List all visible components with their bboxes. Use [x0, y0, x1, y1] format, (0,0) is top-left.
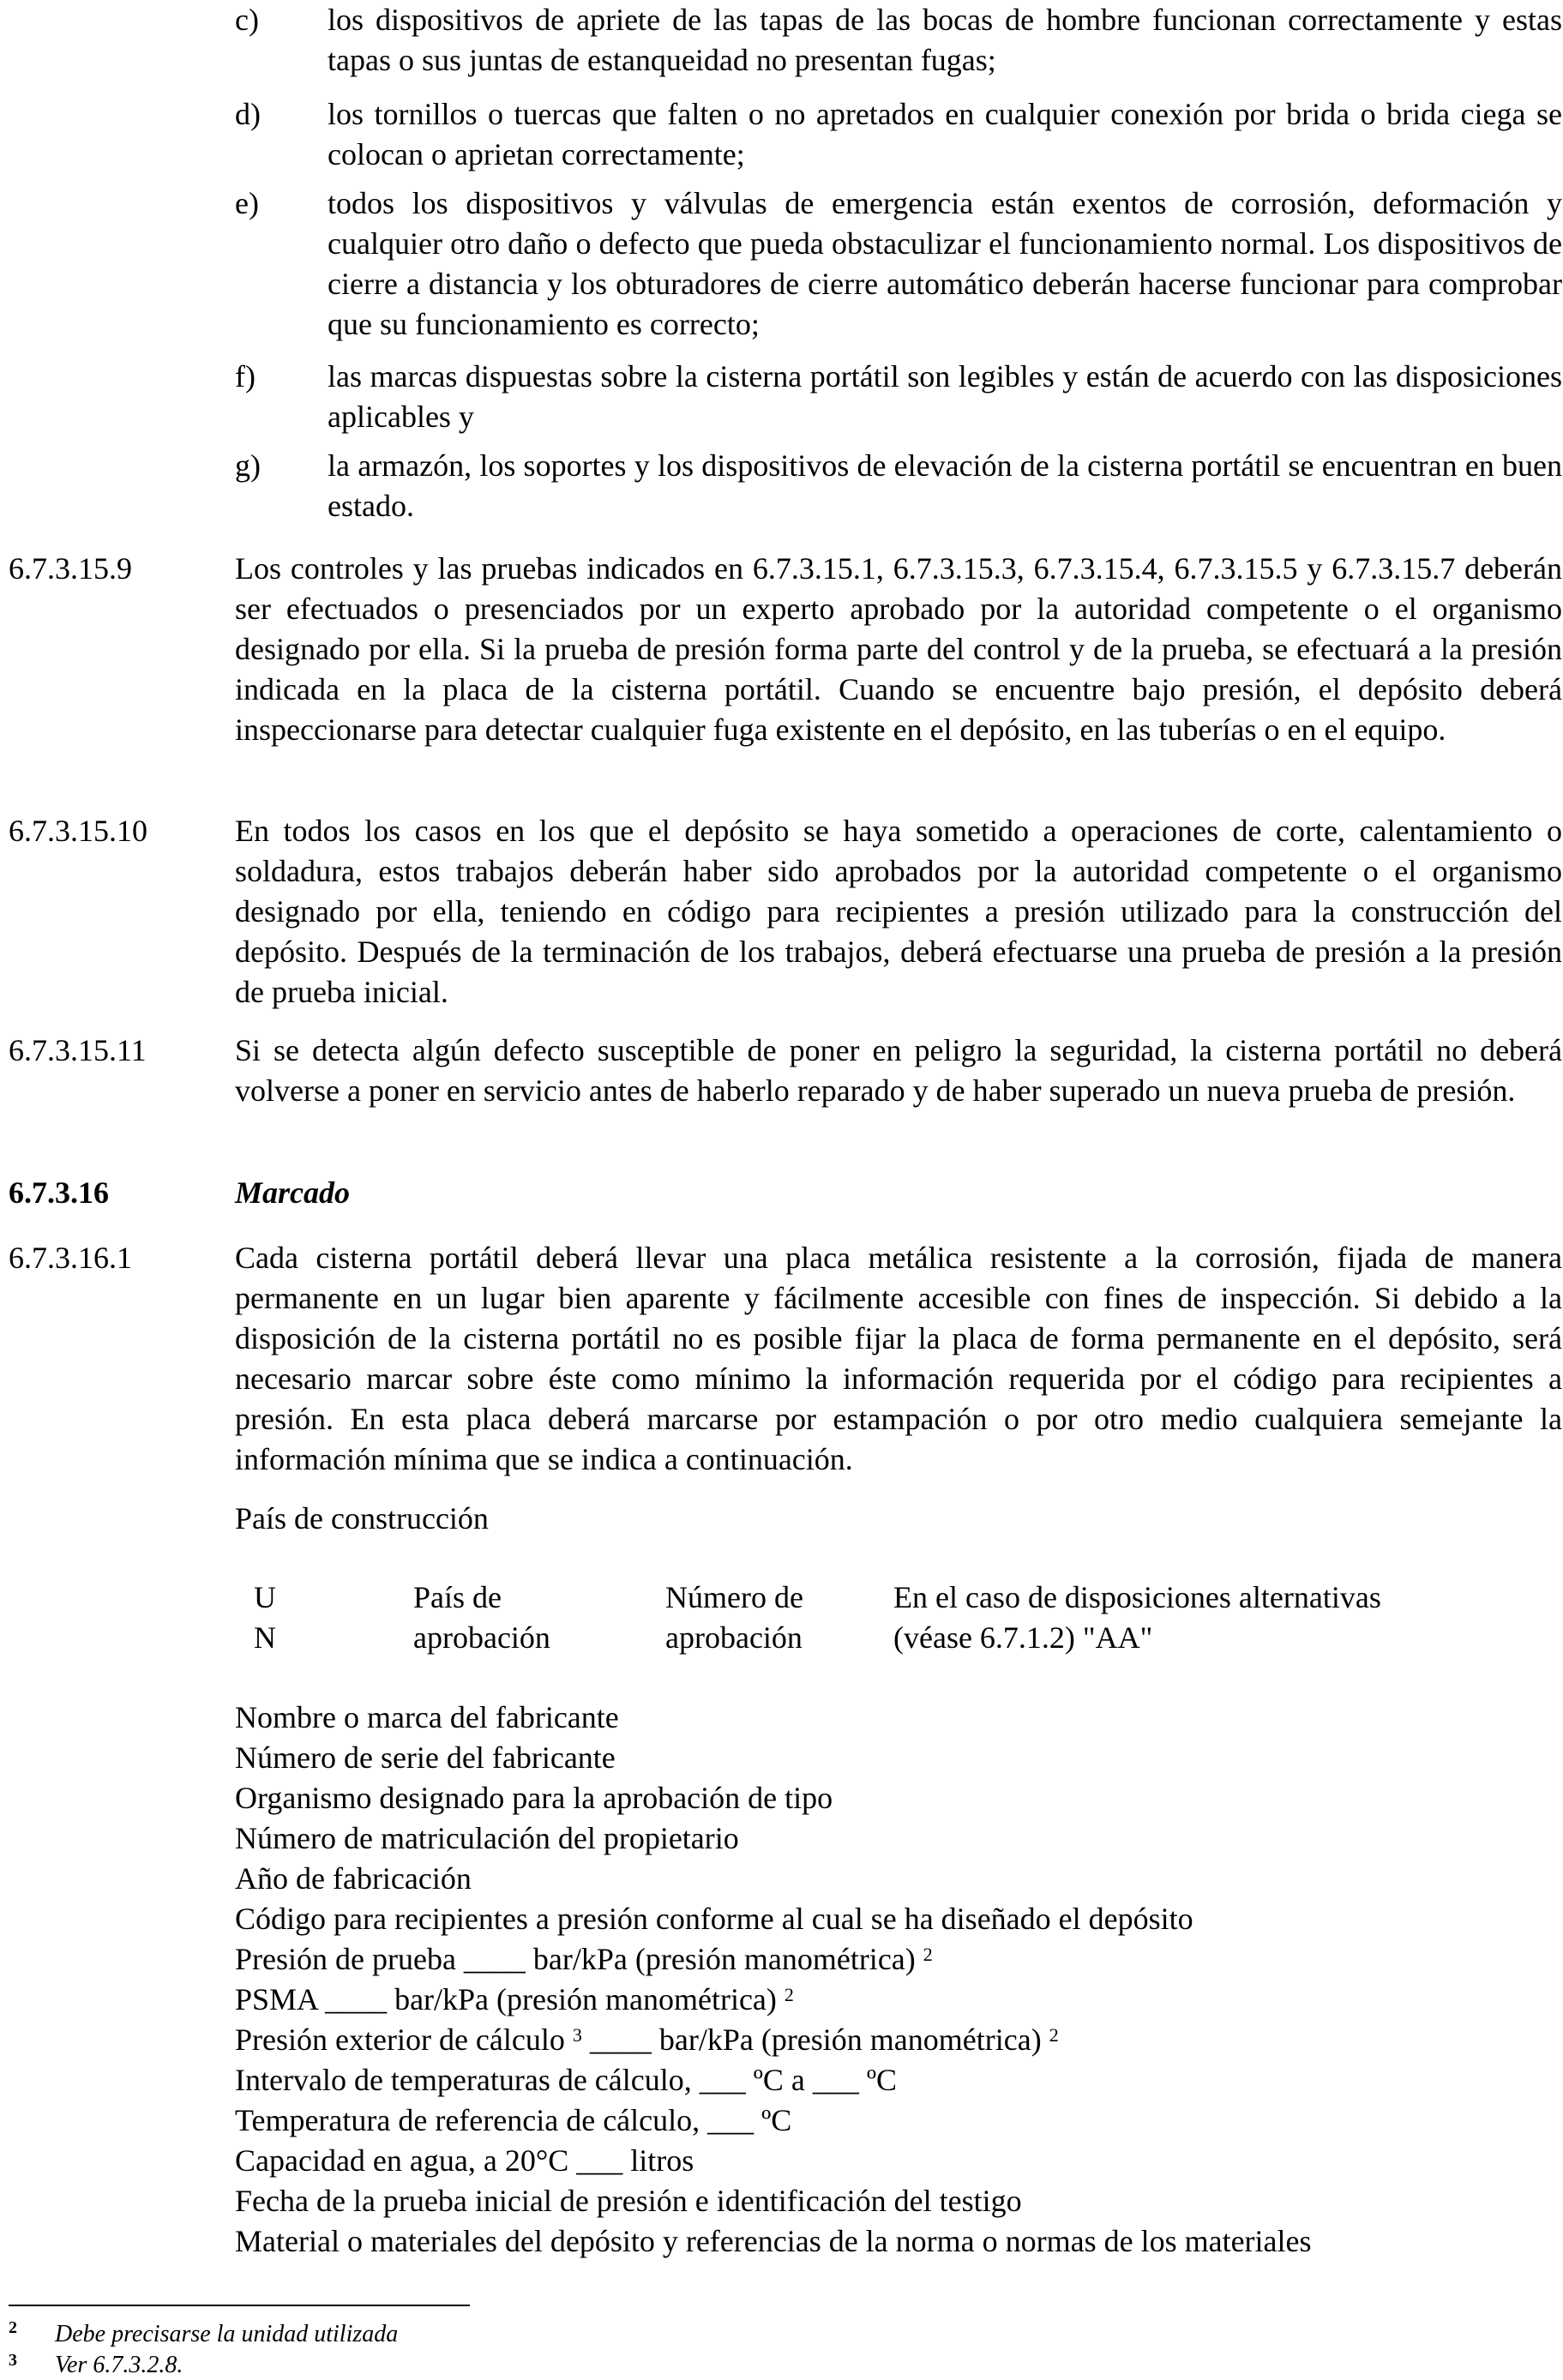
footnote-ref: 3	[572, 2024, 582, 2046]
item-label-e: e)	[235, 186, 259, 220]
item-text-f: las marcas dispuestas sobre la cisterna portátil son legibles y están de acuerdo con las disposiciones aplicables y	[328, 359, 1562, 434]
plate-field-external-pressure: Presión exterior de cálculo $^3$ ____ bar/kPa (presión manométrica) $^2$	[235, 2022, 1059, 2057]
section-paragraph: Los controles y las pruebas indicados en 6.7.3.15.1, 6.7.3.15.3, 6.7.3.15.4, 6.7.3.15.5 y 6.7.3.15.7 deberán ser efectuados o presenciados por un experto aprobado por la autoridad competente o el organismo designado por ella. Si la prueba de presión forma parte del control y de la prueba, se efectuará a la presión indicada en la placa de la cisterna portátil. Cuando se encuentre bajo presión, el depósito deberá inspeccionarse para detectar cualquier fuga existente en el depósito, en las tuberías o en el equipo.	[235, 551, 1562, 747]
section-paragraph: Si se detecta algún defecto susceptible de poner en peligro la seguridad, la cisterna portátil no deberá volverse a poner en servicio antes de haberlo reparado y de haber superado un nueva prueba de presión.	[235, 1033, 1562, 1108]
alternative-arrangements-label: (véase 6.7.1.2) "AA"	[893, 1620, 1153, 1655]
plate-field-psma: PSMA ____ bar/kPa (presión manométrica) $^2$	[235, 1982, 794, 2016]
country-approval-label: País de	[413, 1580, 502, 1614]
plate-field: Organismo designado para la aprobación de tipo	[235, 1781, 833, 1815]
section-number: 6.7.3.15.11	[9, 1033, 147, 1067]
plate-field: Número de matriculación del propietario	[235, 1821, 739, 1855]
approval-number-label: aprobación	[665, 1620, 803, 1655]
un-letter-u: U	[254, 1580, 276, 1614]
un-letter-n: N	[254, 1620, 276, 1655]
item-text-e: todos los dispositivos y válvulas de emergencia están exentos de corrosión, deformación y cualquier otro daño o defecto que pueda obstaculizar el funcionamiento normal. Los dispositivos de cierre a distancia y los obturadores de cierre automático deberán hacerse funcionar para comprobar que su funcionamiento es correcto;	[328, 186, 1562, 341]
plate-field: Temperatura de referencia de cálculo, ___ ºC	[235, 2103, 792, 2137]
item-label-d: d)	[235, 97, 261, 131]
footnote-number: 2	[9, 2318, 17, 2337]
item-text-d: los tornillos o tuercas que falten o no apretados en cualquier conexión por brida o brida ciega se colocan o aprietan correctamente;	[328, 97, 1562, 171]
plate-field: Capacidad en agua, a 20°C ___ litros	[235, 2143, 694, 2178]
plate-field: Código para recipientes a presión conforme al cual se ha diseñado el depósito	[235, 1902, 1193, 1936]
footnote-text: Debe precisarse la unidad utilizada	[55, 2321, 399, 2347]
section-paragraph: En todos los casos en los que el depósito se haya sometido a operaciones de corte, calentamiento o soldadura, estos trabajos deberán haber sido aprobados por la autoridad competente o el organismo designado por ella, teniendo en código para recipientes a presión utilizado para la construcción del depósito. Después de la terminación de los trabajos, deberá efectuarse una prueba de presión a la presión de prueba inicial.	[235, 814, 1562, 1009]
plate-field: Material o materiales del depósito y referencias de la norma o normas de los materiales	[235, 2224, 1312, 2258]
heading-title: Marcado	[235, 1175, 350, 1210]
heading-number: 6.7.3.16	[9, 1175, 109, 1210]
section-number: 6.7.3.15.10	[9, 814, 147, 848]
plate-field: Fecha de la prueba inicial de presión e identificación del testigo	[235, 2184, 1022, 2218]
plate-field: Número de serie del fabricante	[235, 1740, 616, 1775]
plate-field: Nombre o marca del fabricante	[235, 1700, 619, 1734]
plate-field-test-pressure: Presión de prueba ____ bar/kPa (presión manométrica) $^2$	[235, 1942, 933, 1976]
section-number: 6.7.3.15.9	[9, 551, 132, 586]
alternative-arrangements-label: En el caso de disposiciones alternativas	[893, 1580, 1381, 1614]
country-label: País de construcción	[235, 1501, 489, 1536]
footnote-ref: 2	[1049, 2024, 1059, 2046]
item-label-f: f)	[235, 359, 255, 394]
footnote-text: Ver 6.7.3.2.8.	[55, 2352, 183, 2378]
section-paragraph: Cada cisterna portátil deberá llevar una placa metálica resistente a la corrosión, fijada de manera permanente en un lugar bien aparente y fácilmente accesible con fines de inspección. Si debido a la disposición de la cisterna portátil no es posible fijar la placa de forma permanente en el depósito, será necesario marcar sobre éste como mínimo la información requerida por el código para recipientes a presión. En esta placa deberá marcarse por estampación o por otro medio cualquiera semejante la información mínima que se indica a continuación.	[235, 1241, 1562, 1476]
footnote-ref: 2	[784, 1984, 794, 2005]
plate-field: Intervalo de temperaturas de cálculo, ___ ºC a ___ ºC	[235, 2063, 898, 2097]
footnote-separator	[9, 2305, 470, 2306]
item-label-g: g)	[235, 448, 261, 483]
approval-number-label: Número de	[665, 1580, 803, 1614]
section-number: 6.7.3.16.1	[9, 1241, 132, 1275]
footnote-ref: 2	[923, 1944, 933, 1965]
item-text-g: la armazón, los soportes y los dispositivos de elevación de la cisterna portátil se encuentran en buen estado.	[328, 448, 1562, 523]
plate-field: Año de fabricación	[235, 1861, 472, 1896]
footnote-number: 3	[9, 2351, 17, 2370]
country-approval-label: aprobación	[413, 1620, 550, 1655]
item-label-c: c)	[235, 3, 259, 37]
item-text-c: los dispositivos de apriete de las tapas de las bocas de hombre funcionan correctamente y estas tapas o sus juntas de estanqueidad no presentan fugas;	[328, 3, 1562, 77]
